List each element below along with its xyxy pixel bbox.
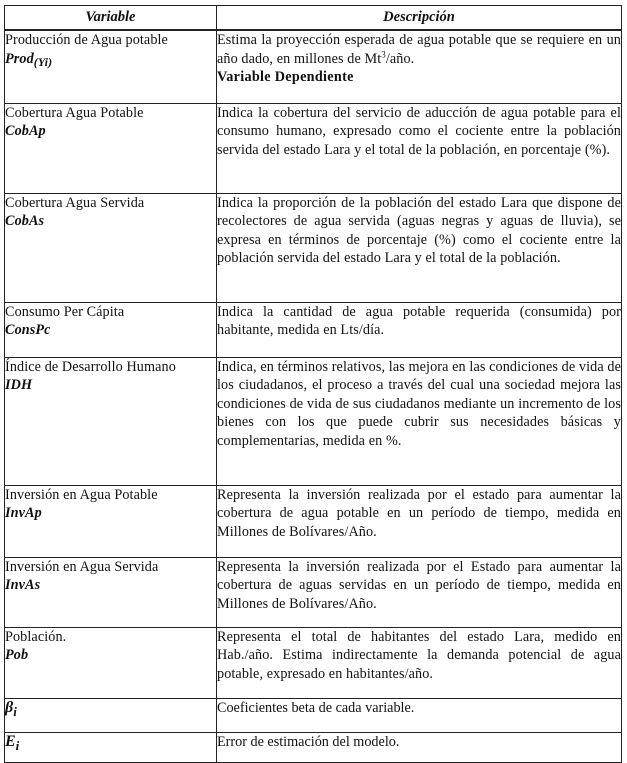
- error-symbol-main: E: [5, 732, 16, 750]
- variable-name: Inversión en Agua Potable: [5, 486, 158, 503]
- variable-code-main: Prod: [5, 50, 34, 67]
- symbol-cell: [5, 698, 217, 732]
- table-row: [5, 30, 622, 103]
- header-variable: Variable: [5, 6, 217, 31]
- variable-cell: [5, 627, 217, 698]
- variable-code: CobAp: [5, 123, 46, 139]
- description-cell: [217, 627, 622, 698]
- description-text: Representa el total de habitantes del estado Lara, medido en Hab./año. Estima indirectamente la demanda potencial de agua potable, expresado en habitantes/año.: [217, 628, 621, 682]
- variable-name: Índice de Desarrollo Humano: [5, 358, 176, 375]
- variable-code: IDH: [5, 377, 33, 393]
- variable-cell: [5, 30, 217, 103]
- table-row: [5, 627, 622, 698]
- error-symbol: [5, 733, 19, 752]
- description-text: Representa la inversión realizada por el estado para aumentar la cobertura de agua potable en un período de tiempo, medida en Millones de Bolívares/Año.: [217, 486, 621, 540]
- description-cell: [217, 30, 622, 103]
- description-cell: [217, 302, 622, 357]
- variable-code-subscript: (Yi): [33, 54, 53, 69]
- description-cell: [217, 193, 622, 302]
- description-text: Estima la proyección esperada de agua potable que se requiere en un año dado, en millones de Mt: [217, 32, 621, 67]
- header-descripcion: Descripción: [217, 6, 622, 31]
- error-symbol-subscript: i: [15, 737, 20, 753]
- description-text: Error de estimación del modelo.: [217, 733, 400, 750]
- variable-cell: [5, 485, 217, 557]
- table-row: [5, 557, 622, 627]
- description-text: Representa la inversión realizada por el Estado para aumentar la cobertura de aguas servidas en un período de tiempo, medida en Millones de Bolívares/Año.: [217, 558, 621, 612]
- description-cell: [217, 698, 622, 732]
- table-row: [5, 732, 622, 762]
- variable-code: CobAs: [5, 213, 45, 229]
- beta-symbol-main: β: [5, 698, 14, 716]
- variable-cell: [5, 193, 217, 302]
- variable-name: Producción de Agua potable: [5, 32, 168, 48]
- description-cell: [217, 485, 622, 557]
- variable-name: Población.: [5, 628, 67, 645]
- variable-name: Consumo Per Cápita: [5, 303, 125, 320]
- description-cell: [217, 557, 622, 627]
- symbol-cell: [5, 732, 217, 762]
- description-cell: [217, 357, 622, 485]
- beta-symbol-subscript: i: [13, 703, 17, 719]
- variable-code: Pob: [5, 647, 29, 663]
- table-row: [5, 103, 622, 193]
- table-row: [5, 193, 622, 302]
- table-row: [5, 302, 622, 357]
- description-superscript: 3: [381, 48, 386, 59]
- table-row: [5, 485, 622, 557]
- table-row: [5, 357, 622, 485]
- description-text: Indica la cantidad de agua potable requerida (consumida) por habitante, medida en Lts/día.: [217, 303, 621, 338]
- variable-cell: [5, 357, 217, 485]
- description-text: Indica la proporción de la población del estado Lara que dispone de recolectores de agua servida (aguas negras y aguas de lluvia), se expresa en términos de porcentaje (%) como el cociente entre la población servida del estado Lara y el total de la población.: [217, 194, 621, 266]
- variable-name: Inversión en Agua Servida: [5, 558, 159, 575]
- dependent-variable-label: Variable Dependiente: [217, 69, 354, 85]
- variable-cell: [5, 302, 217, 357]
- variable-name: Cobertura Agua Potable: [5, 104, 144, 121]
- description-text: Indica la cobertura del servicio de aducción de agua potable para el consumo humano, expresado como el cociente entre la población servida del estado Lara y el total de la población, en porcentaje (%).: [217, 104, 621, 158]
- description-text: Coeficientes beta de cada variable.: [217, 699, 415, 716]
- description-text-tail: /año.: [385, 50, 415, 67]
- variable-code: InvAs: [5, 577, 41, 593]
- description-cell: [217, 732, 622, 762]
- variable-cell: [5, 557, 217, 627]
- description-cell: [217, 103, 622, 193]
- table-row: [5, 698, 622, 732]
- beta-symbol: [5, 699, 17, 718]
- variable-code: InvAp: [5, 505, 42, 521]
- variable-code: [5, 50, 216, 69]
- variable-name: Cobertura Agua Servida: [5, 194, 145, 211]
- description-text: Indica, en términos relativos, las mejora en las condiciones de vida de los ciudadanos, el proceso a través del cual una sociedad mejora las condiciones de vida de sus ciudadanos mediante un incremento de los bienes con los que puede cubrir sus necesidades básicas y complementarias, medida en %.: [217, 358, 621, 449]
- variable-code: ConsPc: [5, 322, 51, 338]
- variables-table: [4, 5, 622, 763]
- table-header-row: [5, 6, 622, 31]
- variable-cell: [5, 103, 217, 193]
